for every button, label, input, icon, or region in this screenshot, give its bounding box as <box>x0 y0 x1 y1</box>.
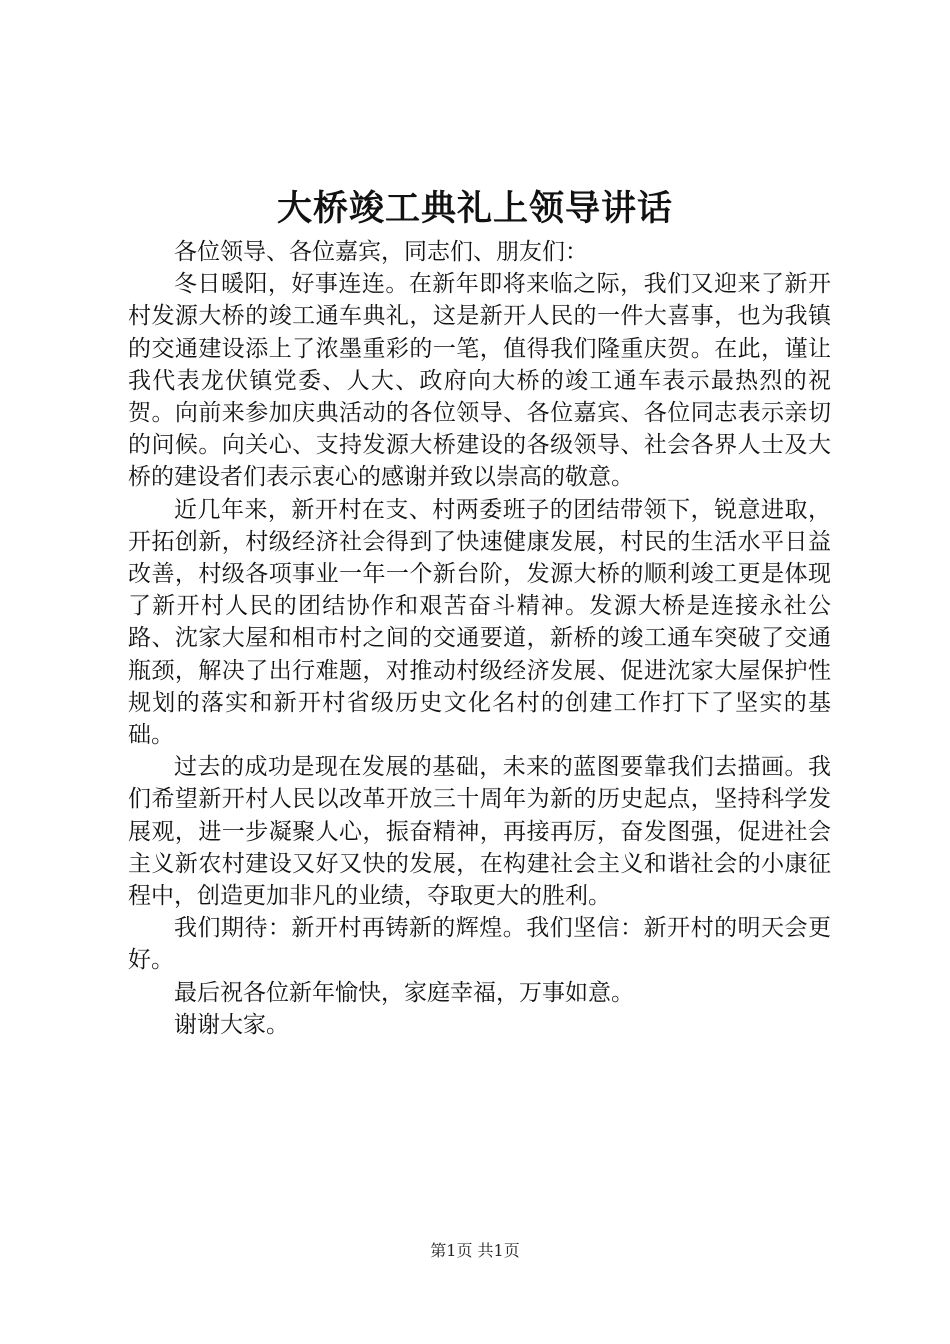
paragraph-wishes: 最后祝各位新年愉快，家庭幸福，万事如意。 <box>174 979 634 1006</box>
paragraph-future: 过去的成功是现在发展的基础，未来的蓝图要靠我们去描画。我们希望新开村人民以改革开放三十周年为新的历史起点，坚持科学发展观，进一步凝聚人心，振奋精神，再接再厉，奋发图强，促进社会主义新农村建设又好又快的发展，在构建社会主义和谐社会的小康征程中，创造更加非凡的业绩，夺取更大的胜利。 <box>128 754 831 910</box>
paragraph-expectation: 我们期待：新开村再铸新的辉煌。我们坚信：新开村的明天会更好。 <box>128 915 831 974</box>
paragraph-congratulations: 冬日暖阳，好事连连。在新年即将来临之际，我们又迎来了新开村发源大桥的竣工通车典礼，这是新开人民的一件大喜事，也为我镇的交通建设添上了浓墨重彩的一笔，值得我们隆重庆贺。在此，谨让我代表龙伏镇党委、人大、政府向大桥的竣工通车表示最热烈的祝贺。向前来参加庆典活动的各位领导、各位嘉宾、各位同志表示亲切的问候。向关心、支持发源大桥建设的各级领导、社会各界人士及大桥的建设者们表示衷心的感谢并致以崇高的敬意。 <box>128 271 831 491</box>
page-number-footer: 第1页 共1页 <box>430 1241 520 1260</box>
document-title: 大桥竣工典礼上领导讲话 <box>276 188 673 229</box>
document-body <box>128 236 831 1041</box>
paragraph-salutation: 各位领导、各位嘉宾，同志们、朋友们： <box>174 239 588 265</box>
paragraph-thanks: 谢谢大家。 <box>174 1011 289 1038</box>
paragraph-development: 近几年来，新开村在支、村两委班子的团结带领下，锐意进取，开拓创新，村级经济社会得到了快速健康发展，村民的生活水平日益改善，村级各项事业一年一个新台阶，发源大桥的顺利竣工更是体现了新开村人民的团结协作和艰苦奋斗精神。发源大桥是连接永社公路、沈家大屋和相市村之间的交通要道，新桥的竣工通车突破了交通瓶颈，解决了出行难题，对推动村级经济发展、促进沈家大屋保护性规划的落实和新开村省级历史文化名村的创建工作打下了坚实的基础。 <box>128 496 831 749</box>
